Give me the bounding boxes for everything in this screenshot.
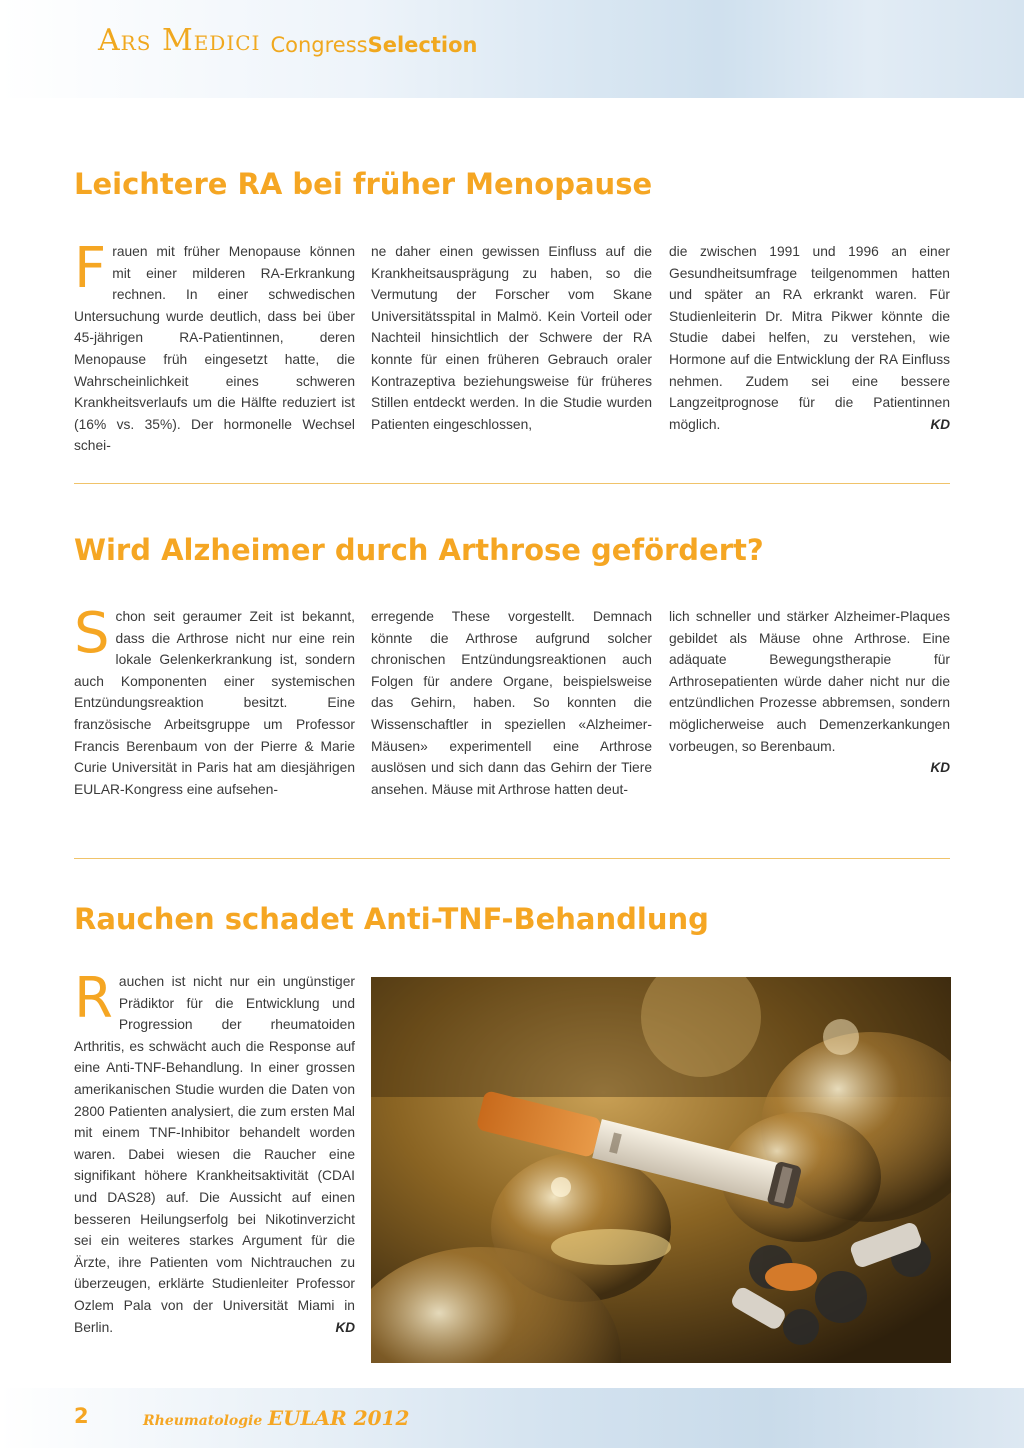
section-divider: [74, 858, 950, 859]
drop-cap: R: [74, 966, 113, 1031]
footer-event: EULAR 2012: [267, 1406, 410, 1430]
author-signature: KD: [930, 760, 950, 776]
footer-publication: [143, 1406, 409, 1430]
article-menopause-col1: Frauen mit früher Menopause können mit einer milderen RA-Erkrankung rechnen. In einer schwedischen Untersuchung wurde deutlich, dass bei über 45-jährigen RA-Patientinnen, deren Menopause früh eingesetzt hatte, die Wahrscheinlichkeit eines schweren Krankheitsverlaufs um die Hälfte reduziert ist (16% vs. 35%). Der hormonelle Wechsel schei-: [74, 236, 355, 454]
brand-wordmark: ARS MEDICI: [98, 23, 261, 58]
ars-medici-logo: [98, 22, 477, 58]
page-number: 2: [74, 1404, 89, 1428]
author-signature: KD: [930, 416, 950, 432]
article-title-alzheimer: Wird Alzheimer durch Arthrose gefördert?: [74, 533, 764, 567]
drop-cap: F: [74, 236, 107, 301]
congress-selection-label: CongressSelection: [270, 33, 478, 57]
article-alzheimer-col2: erregende These vorgestellt. Demnach könnte die Arthrose aufgrund solcher chronischen Entzündungsreaktionen auch Folgen für andere Organe, beispielsweise das Gehirn, haben. So konnten die Wissenschaftler in speziellen «Alzheimer-Mäusen» experimentell eine Arthrose auslösen und sich dann das Gehirn der Tiere ansehen. Mäuse mit Arthrose hatten deut-: [371, 609, 652, 797]
article-menopause-col2: ne daher einen gewissen Einfluss auf die Krankheitsausprägung zu haben, so die Vermutung der Forscher vom Skane Universitätsspital in Malmö. Kein Vorteil oder Nachteil hinsichtlich der Schwere der RA konnte für einen früheren Gebrauch oraler Kontrazeptiva beziehungsweise für früheres Stillen entdeckt werden. In die Studie wurden Patienten eingeschlossen,: [371, 244, 652, 432]
article-alzheimer-col1: Schon seit geraumer Zeit ist bekannt, dass die Arthrose nicht nur eine rein lokale Gelenkerkrankung ist, sondern auch Komponenten einer systemischen Entzündungsreaktion besitzt. Eine französische Arbeitsgruppe um Professor Francis Berenbaum von der Pierre & Marie Curie Universität in Paris hat am diesjährigen EULAR-Kongress eine aufsehen-: [74, 601, 355, 797]
section-divider: [74, 483, 950, 484]
article-menopause-col3: die zwischen 1991 und 1996 an einer Gesundheitsumfrage teilgenommen hatten und später an RA erkrankt waren. Für Studienleiterin Dr. Mitra Pikwer könnte die Studie dabei helfen, zu verstehen, wie Hormone auf die Entwicklung der RA Einfluss nehmen. Zudem sei eine bessere Langzeitprognose für die Patientinnen möglich. KD: [669, 241, 950, 435]
author-signature: KD: [335, 1319, 355, 1335]
drop-cap: S: [74, 601, 110, 666]
article-title-menopause: Leichtere RA bei früher Menopause: [74, 167, 653, 201]
footer-section: Rheumatologie: [143, 1413, 263, 1429]
article-alzheimer-col3: lich schneller und stärker Alzheimer-Plaques gebildet als Mäuse ohne Arthrose. Eine adäquate Bewegungstherapie für Arthrosepatienten würde daher nicht nur die entzündlichen Prozesse abbremsen, sondern möglicherweise auch Demenzerkankungen vorbeugen, so Berenbaum. KD: [669, 606, 950, 779]
article-smoking-col1: Rauchen ist nicht nur ein ungünstiger Prädiktor für die Entwicklung und Progression der rheumatoiden Arthritis, es schwächt auch die Response auf eine Anti-TNF-Behandlung. In einer grossen amerikanischen Studie wurden die Daten von 2800 Patienten analysiert, die zum ersten Mal mit einem TNF-Inhibitor behandelt worden waren. Dabei wiesen die Raucher eine signifikant höhere Krankheitsaktivität (CDAI und DAS28) auf. Die Aussicht auf einen besseren Heilungserfolg bei Nikotinverzicht sei ein weiteres starkes Argument für die Ärzte, ihre Patienten vom Nichtrauchen zu überzeugen, erklärte Studienleiter Professor Ozlem Pala von der Universität Miami in Berlin. KD: [74, 971, 355, 1338]
article-title-smoking: Rauchen schadet Anti-TNF-Behandlung: [74, 902, 709, 936]
cigarette-ashtray-photo: [371, 977, 951, 1363]
